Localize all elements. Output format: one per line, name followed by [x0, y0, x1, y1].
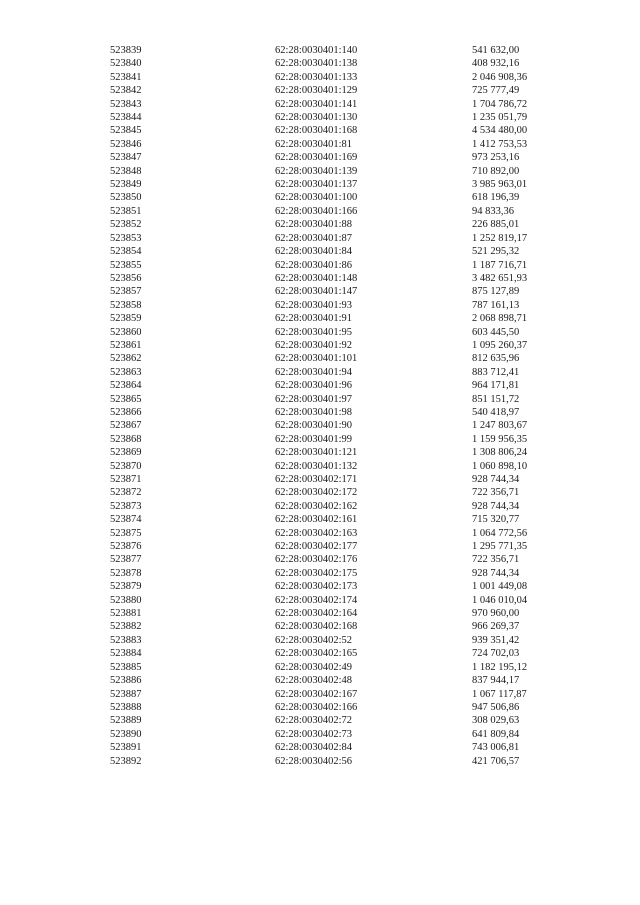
cadastral-number: 62:28:0030401:101	[275, 353, 358, 365]
cadastral-number: 62:28:0030401:86	[275, 259, 353, 271]
cadastral-number: 62:28:0030401:92	[275, 339, 353, 351]
table-row	[0, 433, 640, 446]
cadastral-value: 1 235 051,79	[472, 112, 528, 124]
row-number: 523844	[110, 112, 142, 124]
cadastral-value: 1 187 716,71	[472, 259, 528, 271]
cadastral-number: 62:28:0030401:84	[275, 246, 353, 258]
table-row	[0, 245, 640, 258]
table-row	[0, 674, 640, 687]
table-row	[0, 352, 640, 365]
cadastral-value: 4 534 480,00	[472, 125, 528, 137]
table-row	[0, 620, 640, 633]
cadastral-value: 725 777,49	[472, 85, 520, 97]
cadastral-number: 62:28:0030401:147	[275, 286, 358, 298]
row-number: 523880	[110, 594, 142, 606]
cadastral-value: 1 252 819,17	[472, 232, 528, 244]
row-number: 523869	[110, 447, 142, 459]
cadastral-value: 540 418,97	[472, 406, 520, 418]
cadastral-number: 62:28:0030402:166	[275, 701, 358, 713]
table-row	[0, 473, 640, 486]
cadastral-value: 875 127,89	[472, 286, 520, 298]
cadastral-value: 973 253,16	[472, 152, 520, 164]
row-number: 523875	[110, 527, 142, 539]
table-row	[0, 151, 640, 164]
cadastral-number: 62:28:0030402:173	[275, 581, 358, 593]
table-row	[0, 57, 640, 70]
table-row	[0, 741, 640, 754]
cadastral-number: 62:28:0030401:169	[275, 152, 358, 164]
row-number: 523887	[110, 688, 142, 700]
cadastral-value: 618 196,39	[472, 192, 520, 204]
cadastral-number: 62:28:0030401:97	[275, 393, 353, 405]
table-row	[0, 607, 640, 620]
cadastral-value: 928 744,34	[472, 474, 520, 485]
table-row	[0, 165, 640, 178]
table-row	[0, 553, 640, 566]
cadastral-number: 62:28:0030402:48	[275, 675, 353, 687]
row-number: 523861	[110, 339, 142, 351]
table-row	[0, 191, 640, 204]
cadastral-value: 1 060 898,10	[472, 460, 528, 472]
cadastral-number: 62:28:0030402:84	[275, 742, 353, 754]
row-number: 523891	[110, 742, 142, 754]
cadastral-number: 62:28:0030402:162	[275, 500, 358, 512]
row-number: 523846	[110, 138, 142, 150]
cadastral-number: 62:28:0030402:174	[275, 594, 358, 606]
cadastral-value: 1 308 806,24	[472, 447, 528, 459]
cadastral-value: 1 182 195,12	[472, 661, 528, 673]
row-number: 523849	[110, 179, 142, 191]
table-row	[0, 406, 640, 419]
cadastral-value: 521 295,32	[472, 246, 520, 258]
row-number: 523841	[110, 71, 142, 83]
cadastral-value: 1 159 956,35	[472, 433, 528, 445]
cadastral-value: 743 006,81	[472, 742, 520, 754]
data-table	[0, 44, 640, 768]
row-number: 523850	[110, 192, 142, 204]
table-row	[0, 580, 640, 593]
table-row	[0, 299, 640, 312]
cadastral-number: 62:28:0030401:133	[275, 71, 358, 83]
cadastral-value: 966 269,37	[472, 621, 520, 633]
table-row	[0, 44, 640, 57]
cadastral-number: 62:28:0030402:171	[275, 474, 358, 485]
cadastral-number: 62:28:0030401:91	[275, 313, 353, 325]
cadastral-value: 3 482 651,93	[472, 272, 528, 284]
cadastral-number: 62:28:0030402:163	[275, 527, 358, 539]
cadastral-value: 724 702,03	[472, 648, 520, 660]
table-row	[0, 138, 640, 151]
cadastral-value: 837 944,17	[472, 675, 520, 687]
table-row	[0, 688, 640, 701]
row-number: 523890	[110, 728, 142, 740]
cadastral-value: 226 885,01	[472, 219, 520, 231]
row-number: 523874	[110, 514, 142, 526]
cadastral-value: 1 247 803,67	[472, 420, 528, 432]
cadastral-number: 62:28:0030401:140	[275, 45, 358, 56]
cadastral-number: 62:28:0030401:94	[275, 366, 353, 378]
row-number: 523881	[110, 608, 142, 620]
row-number: 523872	[110, 487, 142, 499]
table-row	[0, 567, 640, 580]
cadastral-value: 970 960,00	[472, 608, 520, 620]
cadastral-value: 928 744,34	[472, 567, 520, 579]
cadastral-number: 62:28:0030402:167	[275, 688, 358, 700]
cadastral-value: 1 046 010,04	[472, 594, 528, 606]
table-row	[0, 111, 640, 124]
cadastral-value: 421 706,57	[472, 755, 520, 767]
cadastral-value: 541 632,00	[472, 45, 520, 56]
cadastral-value: 2 046 908,36	[472, 71, 528, 83]
cadastral-value: 408 932,16	[472, 58, 520, 70]
table-row	[0, 124, 640, 137]
cadastral-value: 1 001 449,08	[472, 581, 528, 593]
table-row	[0, 326, 640, 339]
cadastral-value: 1 095 260,37	[472, 339, 528, 351]
cadastral-value: 964 171,81	[472, 380, 520, 392]
row-number: 523889	[110, 715, 142, 727]
row-number: 523892	[110, 755, 142, 767]
cadastral-number: 62:28:0030402:72	[275, 715, 353, 727]
cadastral-value: 939 351,42	[472, 634, 520, 646]
cadastral-number: 62:28:0030401:129	[275, 85, 358, 97]
row-number: 523865	[110, 393, 142, 405]
table-row	[0, 714, 640, 727]
row-number: 523886	[110, 675, 142, 687]
cadastral-number: 62:28:0030402:73	[275, 728, 353, 740]
row-number: 523870	[110, 460, 142, 472]
row-number: 523876	[110, 541, 142, 553]
row-number: 523868	[110, 433, 142, 445]
cadastral-number: 62:28:0030401:90	[275, 420, 353, 432]
table-row	[0, 393, 640, 406]
table-row	[0, 594, 640, 607]
cadastral-value: 1 704 786,72	[472, 98, 528, 110]
cadastral-value: 787 161,13	[472, 299, 520, 311]
row-number: 523888	[110, 701, 142, 713]
table-row	[0, 218, 640, 231]
cadastral-number: 62:28:0030401:132	[275, 460, 358, 472]
cadastral-number: 62:28:0030401:99	[275, 433, 353, 445]
cadastral-value: 603 445,50	[472, 326, 520, 338]
table-row	[0, 379, 640, 392]
cadastral-value: 812 635,96	[472, 353, 520, 365]
cadastral-number: 62:28:0030401:88	[275, 219, 353, 231]
row-number: 523863	[110, 366, 142, 378]
cadastral-value: 94 833,36	[472, 205, 514, 217]
row-number: 523860	[110, 326, 142, 338]
cadastral-value: 308 029,63	[472, 715, 520, 727]
cadastral-number: 62:28:0030402:172	[275, 487, 358, 499]
cadastral-number: 62:28:0030401:148	[275, 272, 358, 284]
table-row	[0, 513, 640, 526]
cadastral-value: 1 067 117,87	[472, 688, 527, 700]
cadastral-number: 62:28:0030401:81	[275, 138, 353, 150]
cadastral-number: 62:28:0030402:176	[275, 554, 358, 566]
cadastral-value: 722 356,71	[472, 487, 520, 499]
row-number: 523855	[110, 259, 142, 271]
cadastral-number: 62:28:0030401:141	[275, 98, 358, 110]
cadastral-number: 62:28:0030401:168	[275, 125, 358, 137]
cadastral-number: 62:28:0030401:100	[275, 192, 358, 204]
table-row	[0, 634, 640, 647]
row-number: 523866	[110, 406, 142, 418]
row-number: 523857	[110, 286, 142, 298]
row-number: 523885	[110, 661, 142, 673]
row-number: 523848	[110, 165, 142, 177]
row-number: 523842	[110, 85, 142, 97]
cadastral-number: 62:28:0030402:164	[275, 608, 358, 620]
cadastral-number: 62:28:0030401:121	[275, 447, 358, 459]
row-number: 523877	[110, 554, 142, 566]
row-number: 523871	[110, 474, 142, 485]
cadastral-value: 947 506,86	[472, 701, 520, 713]
table-row	[0, 98, 640, 111]
cadastral-number: 62:28:0030402:49	[275, 661, 353, 673]
cadastral-number: 62:28:0030402:177	[275, 541, 358, 553]
table-row	[0, 460, 640, 473]
row-number: 523847	[110, 152, 142, 164]
table-row	[0, 232, 640, 245]
table-row	[0, 205, 640, 218]
table-row	[0, 527, 640, 540]
table-row	[0, 728, 640, 741]
table-row	[0, 339, 640, 352]
cadastral-value: 1 412 753,53	[472, 138, 528, 150]
row-number: 523859	[110, 313, 142, 325]
table-row	[0, 755, 640, 768]
cadastral-number: 62:28:0030402:175	[275, 567, 358, 579]
row-number: 523882	[110, 621, 142, 633]
table-row	[0, 701, 640, 714]
row-number: 523858	[110, 299, 142, 311]
cadastral-value: 722 356,71	[472, 554, 520, 566]
cadastral-value: 1 064 772,56	[472, 527, 528, 539]
row-number: 523867	[110, 420, 142, 432]
row-number: 523862	[110, 353, 142, 365]
row-number: 523853	[110, 232, 142, 244]
cadastral-value: 1 295 771,35	[472, 541, 528, 553]
table-row	[0, 366, 640, 379]
cadastral-number: 62:28:0030402:52	[275, 634, 353, 646]
table-row	[0, 285, 640, 298]
cadastral-number: 62:28:0030402:56	[275, 755, 353, 767]
cadastral-value: 851 151,72	[472, 393, 520, 405]
cadastral-number: 62:28:0030402:161	[275, 514, 358, 526]
row-number: 523883	[110, 634, 142, 646]
row-number: 523873	[110, 500, 142, 512]
table-row	[0, 540, 640, 553]
cadastral-number: 62:28:0030401:138	[275, 58, 358, 70]
cadastral-number: 62:28:0030402:165	[275, 648, 358, 660]
table-row	[0, 178, 640, 191]
row-number: 523852	[110, 219, 142, 231]
table-row	[0, 661, 640, 674]
table-row	[0, 71, 640, 84]
row-number: 523839	[110, 45, 142, 56]
row-number: 523840	[110, 58, 142, 70]
table-row	[0, 647, 640, 660]
row-number: 523854	[110, 246, 142, 258]
cadastral-value: 2 068 898,71	[472, 313, 528, 325]
cadastral-number: 62:28:0030401:137	[275, 179, 358, 191]
table-row	[0, 486, 640, 499]
cadastral-number: 62:28:0030401:130	[275, 112, 358, 124]
cadastral-value: 641 809,84	[472, 728, 520, 740]
row-number: 523864	[110, 380, 142, 392]
cadastral-value: 3 985 963,01	[472, 179, 528, 191]
row-number: 523879	[110, 581, 142, 593]
cadastral-number: 62:28:0030402:168	[275, 621, 358, 633]
cadastral-value: 715 320,77	[472, 514, 520, 526]
cadastral-value: 883 712,41	[472, 366, 520, 378]
row-number: 523851	[110, 205, 142, 217]
cadastral-number: 62:28:0030401:96	[275, 380, 353, 392]
cadastral-number: 62:28:0030401:93	[275, 299, 353, 311]
row-number: 523878	[110, 567, 142, 579]
row-number: 523856	[110, 272, 142, 284]
cadastral-number: 62:28:0030401:87	[275, 232, 353, 244]
cadastral-number: 62:28:0030401:166	[275, 205, 358, 217]
table-row	[0, 446, 640, 459]
table-row	[0, 312, 640, 325]
cadastral-number: 62:28:0030401:95	[275, 326, 353, 338]
table-row	[0, 272, 640, 285]
row-number: 523884	[110, 648, 142, 660]
cadastral-number: 62:28:0030401:139	[275, 165, 358, 177]
row-number: 523843	[110, 98, 142, 110]
table-row	[0, 259, 640, 272]
table-row	[0, 84, 640, 97]
table-row	[0, 500, 640, 513]
row-number: 523845	[110, 125, 142, 137]
cadastral-number: 62:28:0030401:98	[275, 406, 353, 418]
cadastral-value: 710 892,00	[472, 165, 520, 177]
table-row	[0, 419, 640, 432]
cadastral-value: 928 744,34	[472, 500, 520, 512]
